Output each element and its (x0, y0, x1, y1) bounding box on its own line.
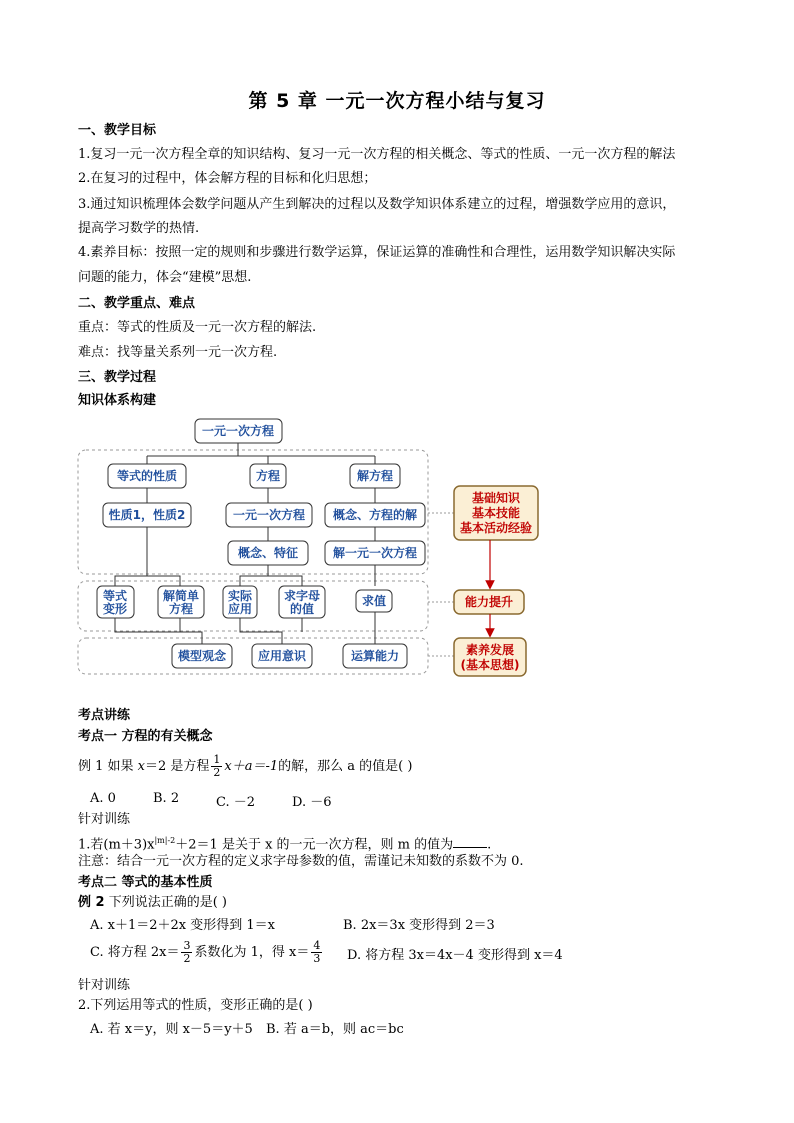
node-model-concept-label: 模型观念 (177, 649, 227, 663)
example-2-option-d: D. 将方程 3x＝4x－4 变形得到 x＝4 (347, 948, 563, 963)
section-heading-key-points: 二、教学重点、难点 (78, 296, 196, 311)
exam-heading: 考点讲练 (78, 708, 131, 723)
example-1: 例 1 如果 x＝2 是方程 $\frac{1}{2}$ x＋a＝-1的解，那么 a 的值是( ) (78, 753, 413, 779)
goal-item: 2.在复习的过程中，体会解方程的目标和化归思想； (78, 171, 377, 186)
training-question-2: 2.下列运用等式的性质，变形正确的是( ) (78, 998, 313, 1013)
node-practical-app-label-2: 应用 (227, 602, 253, 616)
training-heading-1: 针对训练 (78, 812, 131, 827)
goal-item: 提高学习数学的热情. (78, 221, 200, 236)
goal-item: 3.通过知识梳理体会数学问题从产生到解决的过程以及数学知识体系建立的过程，增强数学应用的意识， (78, 197, 676, 212)
node-basics-label-2: 基本技能 (471, 506, 521, 520)
example-2: 例 2 下列说法正确的是( ) (78, 895, 227, 910)
question-2-option-b: B. 若 a＝b，则 ac＝bc (266, 1022, 404, 1037)
key-point: 重点：等式的性质及一元一次方程的解法. (78, 320, 317, 335)
example-2-option-a: A. x＋1＝2＋2x 变形得到 1＝x (90, 918, 275, 933)
node-solve-simple-label-1: 解简单 (162, 589, 200, 603)
node-literacy-label-1: 素养发展 (465, 643, 515, 657)
section-heading-process: 三、教学过程 (78, 370, 157, 385)
node-property-1-2-label: 性质1，性质2 (108, 508, 186, 522)
example-2-option-b: B. 2x＝3x 变形得到 2＝3 (343, 918, 495, 933)
answer-blank (453, 835, 487, 848)
node-basics-label-1: 基础知识 (471, 491, 521, 505)
node-linear-equation-label: 一元一次方程 (232, 508, 306, 522)
example-1-option-d: D. －6 (292, 795, 332, 810)
node-equation-transform-label-2: 变形 (102, 602, 128, 616)
node-evaluate-label: 求值 (361, 594, 387, 608)
node-basics-label-3: 基本活动经验 (459, 521, 533, 535)
node-solve-simple-label-2: 方程 (168, 602, 194, 616)
dotted-links (428, 513, 454, 656)
question-2-option-a: A. 若 x＝y，则 x－5＝y＋5 (90, 1022, 253, 1037)
node-practical-app-label-1: 实际 (227, 589, 253, 603)
node-concept-solution-label: 概念、方程的解 (332, 508, 418, 522)
page-title: 第 5 章 一元一次方程小结与复习 (248, 90, 546, 112)
node-solve-linear-label: 解一元一次方程 (332, 546, 418, 560)
example-1-option-b: B. 2 (153, 791, 180, 806)
exam-point-1: 考点一 方程的有关概念 (78, 729, 213, 744)
node-equation-properties-label: 等式的性质 (116, 469, 178, 483)
node-root-label: 一元一次方程 (201, 424, 275, 438)
difficulty-point: 难点：找等量关系列一元一次方程. (78, 345, 278, 360)
subheading-knowledge-structure: 知识体系构建 (78, 393, 157, 408)
node-computation-label: 运算能力 (350, 649, 400, 663)
node-find-letter-label-1: 求字母 (283, 589, 321, 603)
training-heading-2: 针对训练 (78, 978, 131, 993)
node-application-awareness-label: 应用意识 (257, 649, 307, 663)
training-question-1: 1.若$(m+3)x^{|m|-2}+2=1$ 是关于 x 的一元一次方程，则 m 的值为 . (78, 836, 492, 853)
note: 注意：结合一元一次方程的定义求字母参数的值，需谨记未知数的系数不为 0. (78, 854, 524, 869)
example-1-option-a: A. 0 (90, 791, 116, 806)
node-solve-equation-label: 解方程 (356, 469, 394, 483)
fraction-half: $\frac{1}{2}$ (213, 753, 221, 779)
exam-point-2: 考点二 等式的基本性质 (78, 875, 213, 890)
goal-item: 问题的能力，体会“建模”思想. (78, 270, 252, 285)
node-equation-transform-label-1: 等式 (102, 589, 128, 603)
goal-item: 1.复习一元一次方程全章的知识结构、复习一元一次方程的相关概念、等式的性质、一元一次方程的解法 (78, 147, 676, 162)
node-find-letter-label-2: 的值 (289, 602, 315, 616)
example-1-option-c: C. －2 (216, 795, 256, 810)
node-ability-label: 能力提升 (464, 595, 514, 609)
goal-item: 4.素养目标：按照一定的规则和步骤进行数学运算，保证运算的准确性和合理性，运用数学知识解决实际 (78, 245, 676, 260)
node-concept-feature-label: 概念、特征 (237, 546, 299, 560)
section-heading-goals: 一、教学目标 (78, 123, 157, 138)
node-equation-label: 方程 (255, 469, 281, 483)
example-2-option-c: C. 将方程 2x＝ $\frac{3}{2}$ 系数化为 1，得 x＝ $\frac{4}{3}$ (90, 939, 321, 965)
node-literacy-label-2: (基本思想) (460, 658, 520, 672)
